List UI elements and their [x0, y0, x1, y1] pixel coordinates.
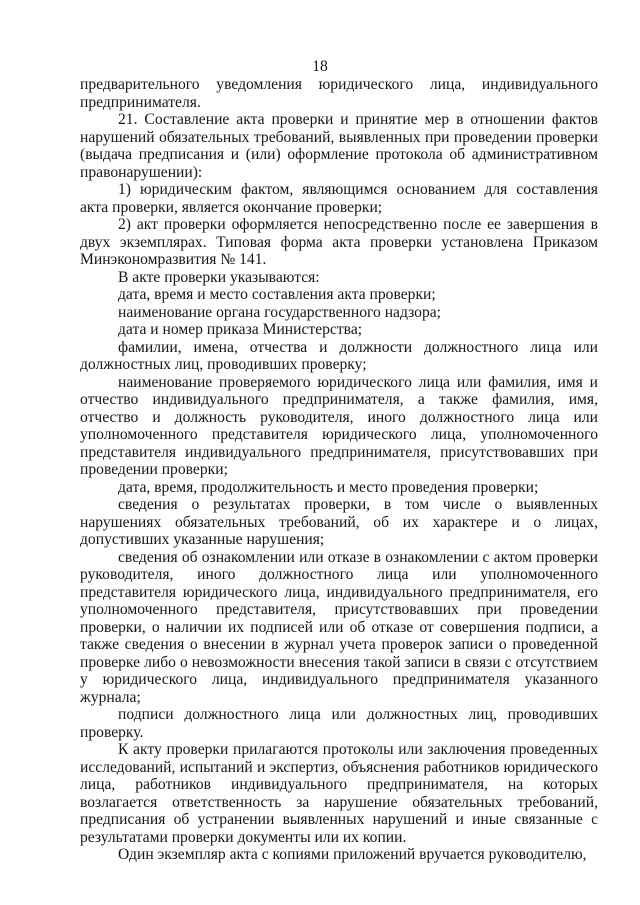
paragraph-continuation: предварительного уведомления юридического лица, индивидуального предпринимателя.: [80, 76, 598, 111]
paragraph-section-21: 21. Составление акта проверки и принятие мер в отношении фактов нарушений обязательных требований, выявленных при проведении проверки (выдача предписания и (или) оформление протокола об административном правонарушении):: [80, 111, 598, 181]
page-number: 18: [312, 58, 328, 75]
paragraph-copy-delivery: Один экземпляр акта с копиями приложений вручается руководителю,: [118, 846, 587, 863]
list-item-order-date: дата и номер приказа Министерства;: [118, 321, 363, 338]
list-item-inspectors: фамилии, имена, отчества и должности должностного лица или должностных лиц, проводивших проверку;: [80, 338, 598, 373]
document-body: [80, 76, 598, 864]
paragraph-item-1: 1) юридическим фактом, являющимся основанием для составления акта проверки, является окончание проверки;: [80, 181, 598, 216]
list-item-inspected-entity: наименование проверяемого юридического лица или фамилия, имя и отчество индивидуального предпринимателя, а также фамилия, имя, отчество и должность руководителя, иного должностного лица или уполномоченного представителя юридического лица, уполномоченного представителя индивидуального предпринимателя, присутствовавших при проведении проверки;: [80, 373, 598, 478]
paragraph-item-2: 2) акт проверки оформляется непосредственно после ее завершения в двух экземплярах. Типовая форма акта проверки установлена Приказом Минэкономразвития № 141.: [80, 216, 598, 268]
paragraph-list-intro: В акте проверки указываются:: [118, 268, 320, 286]
list-item-familiarization: сведения об ознакомлении или отказе в ознакомлении с актом проверки руководителя, иного должностного лица или уполномоченного представителя юридического лица, индивидуального предпринимателя, его уполномоченного представителя, присутствовавших при проведении проверки, о наличии их подписей или об отказе от совершения подписи, а также сведения о внесении в журнал учета проверок записи о проведенной проверке либо о невозможности внесения такой записи в связи с отсутствием у юридического лица, индивидуального предпринимателя указанного журнала;: [80, 548, 598, 706]
list-item-authority-name: наименование органа государственного надзора;: [118, 303, 442, 321]
paragraph-attachments: К акту проверки прилагаются протоколы или заключения проведенных исследований, испытаний и экспертиз, объяснения работников юридического лица, работников индивидуального предпринимателя, на которых возлагается ответственность за нарушение обязательных требований, предписания об устранении выявленных нарушений и иные связанные с результатами проверки документы или их копии.: [80, 741, 598, 846]
list-item-inspection-time: дата, время, продолжительность и место проведения проверки;: [118, 478, 539, 496]
list-item-date-place: дата, время и место составления акта проверки;: [118, 286, 436, 303]
list-item-signatures: подписи должностного лица или должностных лиц, проводивших проверку.: [80, 706, 598, 741]
list-item-results: сведения о результатах проверки, в том числе о выявленных нарушениях обязательных требований, об их характере и о лицах, допустивших указанные нарушения;: [80, 496, 598, 548]
